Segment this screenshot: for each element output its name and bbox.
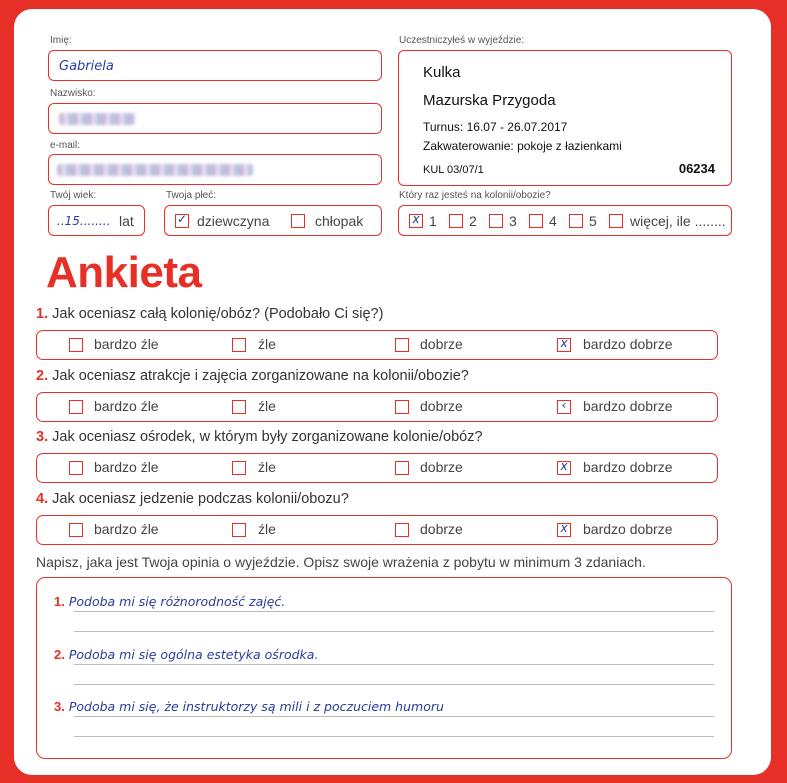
male-checkbox[interactable]: [291, 214, 305, 228]
answer-1-text: Podoba mi się różnorodność zajęć.: [68, 594, 286, 609]
times-5-checkbox[interactable]: [569, 214, 583, 228]
opinion-answer-3: [54, 699, 444, 714]
answer-2-number: 2.: [54, 647, 65, 662]
q1-zle-checkbox[interactable]: [232, 338, 246, 352]
q4-mark: x: [560, 521, 568, 535]
question-1-options: [36, 330, 718, 360]
female-label: dziewczyna: [197, 213, 270, 229]
camp-code: KUL 03/07/1: [423, 164, 484, 176]
times-2-label: 2: [469, 213, 477, 229]
question-3: [36, 429, 483, 445]
question-3-options: [36, 453, 718, 483]
times-more-checkbox[interactable]: [609, 214, 623, 228]
answer-1-number: 1.: [54, 594, 65, 609]
surname-field[interactable]: [48, 103, 382, 134]
survey-title: Ankieta: [46, 248, 202, 297]
q2-bardzo-zle-label: bardzo źle: [94, 398, 159, 414]
camp-program: Mazurska Przygoda: [423, 92, 556, 109]
times-more-label: więcej, ile ........: [630, 213, 726, 229]
times-field: [398, 205, 732, 236]
camp-name: Kulka: [423, 64, 461, 81]
q1-bardzo-zle-label: bardzo źle: [94, 336, 159, 352]
opinion-prompt: Napisz, jaka jest Twoja opinia o wyjeździe. Opisz swoje wrażenia z pobytu w minimum 3 zdaniach.: [36, 554, 646, 570]
surname-label: Nazwisko:: [50, 88, 96, 99]
times-5-label: 5: [589, 213, 597, 229]
q3-dobrze-checkbox[interactable]: [395, 461, 409, 475]
email-redacted: [57, 164, 253, 176]
turnus-row: [423, 120, 567, 134]
question-2-text: Jak oceniasz atrakcje i zajęcia zorganizowane na kolonii/obozie?: [52, 368, 469, 384]
q3-mark: x: [560, 459, 568, 473]
ruled-line: [74, 664, 714, 665]
age-unit: lat: [119, 213, 134, 229]
turnus-value: 16.07 - 26.07.2017: [466, 120, 568, 134]
times-2-checkbox[interactable]: [449, 214, 463, 228]
female-check-mark: ✓: [176, 212, 188, 226]
question-1: [36, 306, 383, 322]
question-4-number: 4.: [36, 491, 49, 507]
q4-bardzo-dobrze-label: bardzo dobrze: [583, 521, 673, 537]
accommodation-label: Zakwaterowanie:: [423, 139, 514, 153]
q3-bardzo-zle-checkbox[interactable]: [69, 461, 83, 475]
times-1-mark: x: [412, 212, 420, 226]
ruled-line: [74, 611, 714, 612]
male-label: chłopak: [315, 213, 364, 229]
q1-zle-label: źle: [258, 336, 276, 352]
q2-zle-checkbox[interactable]: [232, 400, 246, 414]
q3-bardzo-dobrze-label: bardzo dobrze: [583, 459, 673, 475]
q2-zle-label: źle: [258, 398, 276, 414]
q3-bardzo-zle-label: bardzo źle: [94, 459, 159, 475]
age-label: Twój wiek:: [50, 190, 97, 201]
q2-bardzo-zle-checkbox[interactable]: [69, 400, 83, 414]
sex-field: [164, 205, 382, 236]
name-label: Imię:: [50, 35, 72, 46]
q3-zle-checkbox[interactable]: [232, 461, 246, 475]
times-label: Który raz jesteś na kolonii/obozie?: [399, 190, 551, 201]
age-value: ..15........: [57, 214, 111, 228]
times-4-checkbox[interactable]: [529, 214, 543, 228]
q1-bardzo-dobrze-checkbox[interactable]: [557, 338, 571, 352]
accommodation-value: pokoje z łazienkami: [517, 139, 622, 153]
answer-3-number: 3.: [54, 699, 65, 714]
q4-dobrze-label: dobrze: [420, 521, 463, 537]
question-4-options: [36, 515, 718, 545]
q2-dobrze-label: dobrze: [420, 398, 463, 414]
q1-dobrze-checkbox[interactable]: [395, 338, 409, 352]
ruled-line: [74, 684, 714, 685]
question-3-text: Jak oceniasz ośrodek, w którym były zorganizowane kolonie/obóz?: [52, 429, 483, 445]
q4-bardzo-zle-label: bardzo źle: [94, 521, 159, 537]
q2-bardzo-dobrze-label: bardzo dobrze: [583, 398, 673, 414]
age-field[interactable]: [48, 205, 145, 236]
email-label: e-mail:: [50, 140, 81, 151]
question-1-text: Jak oceniasz całą kolonię/obóz? (Podobało Ci się?): [52, 306, 384, 322]
name-value: Gabriela: [59, 59, 114, 74]
q3-bardzo-dobrze-checkbox[interactable]: [557, 461, 571, 475]
question-4: [36, 491, 349, 507]
question-1-number: 1.: [36, 306, 49, 322]
name-field[interactable]: [48, 50, 382, 81]
q1-dobrze-label: dobrze: [420, 336, 463, 352]
accommodation-row: [423, 139, 622, 153]
question-2: [36, 368, 469, 384]
ruled-line: [74, 736, 714, 737]
q4-zle-checkbox[interactable]: [232, 523, 246, 537]
camp-info-box: [398, 50, 732, 186]
camp-label: Uczestniczyłeś w wyjeździe:: [399, 35, 525, 46]
question-2-number: 2.: [36, 368, 49, 384]
q2-bardzo-dobrze-checkbox[interactable]: [557, 400, 571, 414]
question-2-options: [36, 392, 718, 422]
camp-number: 06234: [678, 161, 715, 176]
turnus-label: Turnus:: [423, 120, 464, 134]
sex-label: Twoja płeć:: [166, 190, 217, 201]
q3-zle-label: źle: [258, 459, 276, 475]
times-3-label: 3: [509, 213, 517, 229]
q2-dobrze-checkbox[interactable]: [395, 400, 409, 414]
q4-bardzo-zle-checkbox[interactable]: [69, 523, 83, 537]
email-field[interactable]: [48, 154, 382, 185]
times-1-checkbox[interactable]: [409, 214, 423, 228]
q1-bardzo-dobrze-label: bardzo dobrze: [583, 336, 673, 352]
q1-mark: x: [560, 336, 568, 350]
q4-dobrze-checkbox[interactable]: [395, 523, 409, 537]
times-4-label: 4: [549, 213, 557, 229]
q1-bardzo-zle-checkbox[interactable]: [69, 338, 83, 352]
opinion-answer-2: [54, 647, 318, 662]
ruled-line: [74, 716, 714, 717]
surname-redacted: [59, 113, 135, 125]
answer-3-text: Podoba mi się, że instruktorzy są mili i z poczuciem humoru: [68, 699, 444, 714]
question-4-text: Jak oceniasz jedzenie podczas kolonii/obozu?: [52, 491, 349, 507]
q3-dobrze-label: dobrze: [420, 459, 463, 475]
opinion-answer-1: [54, 594, 285, 609]
q4-zle-label: źle: [258, 521, 276, 537]
female-checkbox[interactable]: [175, 214, 189, 228]
q4-bardzo-dobrze-checkbox[interactable]: [557, 523, 571, 537]
question-3-number: 3.: [36, 429, 49, 445]
q2-mark: ‹: [561, 398, 567, 412]
answer-2-text: Podoba mi się ogólna estetyka ośrodka.: [68, 647, 319, 662]
ruled-line: [74, 631, 714, 632]
times-3-checkbox[interactable]: [489, 214, 503, 228]
times-1-label: 1: [429, 213, 437, 229]
